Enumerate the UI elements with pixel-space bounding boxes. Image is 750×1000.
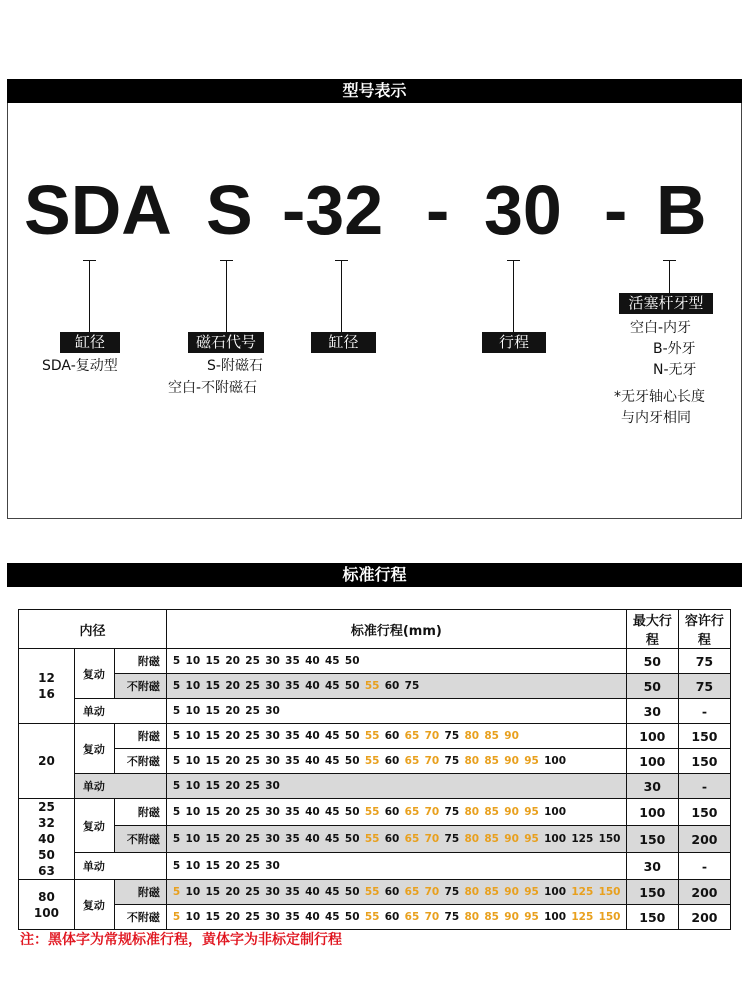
standard-stroke-value: 35: [285, 755, 300, 767]
desc-magnet-s: S-附磁石: [207, 358, 263, 374]
custom-stroke-value: 90: [504, 730, 519, 742]
allow-stroke-cell: 75: [678, 674, 730, 699]
code-rod-thread: B: [656, 171, 707, 249]
magnet-cell: 附磁: [115, 724, 167, 749]
standard-stroke-value: 100: [544, 833, 567, 845]
standard-stroke-value: 20: [225, 860, 240, 872]
allow-stroke-cell: 150: [678, 749, 730, 774]
desc-series: SDA-复动型: [42, 358, 118, 374]
allow-stroke-cell: 150: [678, 799, 730, 826]
standard-stroke-value: 150: [598, 833, 621, 845]
standard-stroke-value: 30: [265, 806, 280, 818]
custom-stroke-value: 90: [504, 806, 519, 818]
bore-value: 100: [33, 905, 59, 920]
code-magnet: S: [206, 171, 253, 249]
desc-magnet-blank: 空白-不附磁石: [168, 380, 258, 396]
magnet-cell: 附磁: [115, 880, 167, 905]
table-row: [19, 880, 731, 905]
table-row: [19, 649, 731, 674]
standard-stroke-value: 35: [285, 655, 300, 667]
standard-stroke-value: 30: [265, 755, 280, 767]
bore-value: 40: [38, 832, 55, 846]
custom-stroke-value: 85: [484, 755, 499, 767]
stroke-section-title: 标准行程: [7, 563, 742, 587]
stroke-values-cell: [166, 749, 626, 774]
tag-stroke: 行程: [482, 332, 546, 353]
standard-stroke-value: 15: [205, 780, 221, 792]
standard-stroke-value: 45: [324, 806, 340, 818]
standard-stroke-value: 100: [544, 755, 567, 767]
allow-stroke-cell: 200: [678, 905, 730, 930]
custom-stroke-value: 5: [172, 886, 181, 898]
standard-stroke-value: 15: [205, 911, 221, 923]
action-type-cell: 复动: [74, 799, 114, 853]
bore-value: 12: [38, 671, 55, 685]
standard-stroke-value: 100: [544, 806, 567, 818]
tag-rod-thread: 活塞杆牙型: [619, 293, 713, 314]
custom-stroke-value: 70: [424, 911, 440, 923]
stroke-values-cell: [166, 774, 626, 799]
standard-stroke-value: 15: [205, 806, 221, 818]
custom-stroke-value: 55: [364, 806, 380, 818]
standard-stroke-value: 25: [245, 886, 260, 898]
standard-stroke-value: 5: [172, 705, 181, 717]
custom-stroke-value: 70: [424, 886, 440, 898]
standard-stroke-value: 20: [225, 730, 240, 742]
stroke-values-cell: [166, 905, 626, 930]
custom-stroke-value: 5: [172, 911, 181, 923]
bore-value: 20: [38, 754, 55, 768]
standard-stroke-value: 125: [571, 833, 594, 845]
standard-stroke-value: 35: [285, 833, 300, 845]
standard-stroke-value: 30: [265, 886, 280, 898]
standard-stroke-value: 25: [245, 911, 260, 923]
tag-magnet-code: 磁石代号: [188, 332, 264, 353]
max-stroke-cell: 150: [626, 880, 678, 905]
table-row: [19, 724, 731, 749]
allow-stroke-cell: 75: [678, 649, 730, 674]
custom-stroke-value: 150: [598, 911, 621, 923]
custom-stroke-value: 150: [598, 886, 621, 898]
standard-stroke-value: 75: [444, 833, 460, 845]
code-stroke: 30: [484, 171, 562, 249]
table-row: [19, 699, 731, 724]
standard-stroke-value: 40: [305, 833, 320, 845]
callout-line-4: [513, 260, 514, 333]
bore-cell: [19, 799, 75, 880]
standard-stroke-value: 25: [245, 730, 260, 742]
legend-note: 注：黑体字为常规标准行程，黄体字为非标定制行程: [20, 932, 342, 948]
standard-stroke-value: 15: [205, 730, 221, 742]
custom-stroke-value: 95: [524, 806, 539, 818]
standard-stroke-value: 50: [344, 911, 360, 923]
custom-stroke-value: 55: [364, 886, 380, 898]
callout-line-3: [341, 260, 342, 333]
standard-stroke-value: 10: [185, 911, 201, 923]
callout-line-1: [89, 260, 90, 333]
stroke-values-cell: [166, 724, 626, 749]
desc-note-line2: 与内牙相同: [621, 410, 691, 426]
standard-stroke-value: 30: [265, 911, 280, 923]
action-type-cell: 单动: [74, 853, 166, 880]
header-max-stroke: 最大行程: [626, 610, 678, 649]
standard-stroke-value: 45: [324, 680, 340, 692]
magnet-cell: 不附磁: [115, 674, 167, 699]
custom-stroke-value: 85: [484, 806, 499, 818]
standard-stroke-value: 20: [225, 680, 240, 692]
custom-stroke-value: 65: [404, 911, 420, 923]
custom-stroke-value: 65: [404, 806, 420, 818]
standard-stroke-value: 35: [285, 806, 300, 818]
table-row: [19, 853, 731, 880]
stroke-values-cell: [166, 853, 626, 880]
standard-stroke-value: 30: [265, 730, 280, 742]
table-row: [19, 749, 731, 774]
header-bore: 内径: [19, 610, 167, 649]
table-row: [19, 905, 731, 930]
stroke-values-cell: [166, 699, 626, 724]
standard-stroke-value: 25: [245, 705, 260, 717]
code-bore: -32: [282, 171, 384, 249]
standard-stroke-value: 25: [245, 655, 260, 667]
standard-stroke-value: 75: [444, 886, 460, 898]
standard-stroke-value: 35: [285, 680, 300, 692]
standard-stroke-value: 10: [185, 705, 201, 717]
custom-stroke-value: 70: [424, 806, 440, 818]
standard-stroke-value: 35: [285, 911, 300, 923]
bore-value: 80: [38, 889, 55, 904]
magnet-cell: 不附磁: [115, 826, 167, 853]
magnet-cell: 附磁: [115, 649, 167, 674]
standard-stroke-value: 50: [344, 833, 360, 845]
standard-stroke-value: 40: [305, 886, 320, 898]
standard-stroke-value: 10: [185, 860, 201, 872]
magnet-cell: 不附磁: [115, 749, 167, 774]
magnet-cell: 不附磁: [115, 905, 167, 930]
bore-value: 32: [38, 816, 55, 830]
standard-stroke-value: 15: [205, 833, 221, 845]
action-type-cell: 单动: [74, 774, 166, 799]
standard-stroke-value: 45: [324, 833, 340, 845]
custom-stroke-value: 90: [504, 886, 519, 898]
standard-stroke-value: 30: [265, 860, 280, 872]
standard-stroke-value: 15: [205, 705, 221, 717]
callout-line-5: [669, 260, 670, 293]
standard-stroke-value: 40: [305, 755, 320, 767]
max-stroke-cell: 150: [626, 905, 678, 930]
standard-stroke-value: 60: [384, 833, 400, 845]
standard-stroke-value: 5: [172, 655, 181, 667]
standard-stroke-value: 15: [205, 655, 221, 667]
standard-stroke-value: 75: [444, 730, 460, 742]
standard-stroke-value: 10: [185, 780, 201, 792]
magnet-cell: 附磁: [115, 799, 167, 826]
standard-stroke-value: 60: [384, 806, 400, 818]
standard-stroke-value: 20: [225, 655, 240, 667]
custom-stroke-value: 80: [464, 730, 480, 742]
custom-stroke-value: 85: [484, 730, 499, 742]
standard-stroke-value: 40: [305, 680, 320, 692]
standard-stroke-value: 5: [172, 730, 181, 742]
standard-stroke-value: 15: [205, 886, 221, 898]
standard-stroke-value: 20: [225, 886, 240, 898]
custom-stroke-value: 80: [464, 806, 480, 818]
custom-stroke-value: 90: [504, 911, 519, 923]
standard-stroke-value: 30: [265, 680, 280, 692]
custom-stroke-value: 90: [504, 833, 519, 845]
tag-bore: 缸径: [311, 332, 376, 353]
max-stroke-cell: 100: [626, 799, 678, 826]
bore-value: 63: [38, 864, 55, 878]
standard-stroke-value: 5: [172, 833, 181, 845]
custom-stroke-value: 55: [364, 730, 380, 742]
standard-stroke-value: 10: [185, 886, 201, 898]
standard-stroke-value: 5: [172, 860, 181, 872]
custom-stroke-value: 55: [364, 911, 380, 923]
standard-stroke-value: 45: [324, 886, 340, 898]
custom-stroke-value: 65: [404, 833, 420, 845]
allow-stroke-cell: 150: [678, 724, 730, 749]
custom-stroke-value: 125: [571, 911, 594, 923]
custom-stroke-value: 55: [364, 833, 380, 845]
standard-stroke-value: 25: [245, 833, 260, 845]
desc-thread-inner: 空白-内牙: [630, 320, 692, 336]
bore-cell: [19, 880, 75, 930]
code-dash-1: -: [426, 171, 450, 249]
stroke-values-cell: [166, 674, 626, 699]
custom-stroke-value: 95: [524, 911, 539, 923]
custom-stroke-value: 80: [464, 886, 480, 898]
code-dash-2: -: [604, 171, 628, 249]
standard-stroke-value: 50: [344, 730, 360, 742]
standard-stroke-value: 30: [265, 833, 280, 845]
standard-stroke-value: 60: [384, 886, 400, 898]
bore-value: 50: [38, 848, 55, 862]
standard-stroke-value: 10: [185, 833, 201, 845]
standard-stroke-value: 15: [205, 680, 221, 692]
standard-stroke-value: 5: [172, 780, 181, 792]
custom-stroke-value: 65: [404, 730, 420, 742]
max-stroke-cell: 150: [626, 826, 678, 853]
custom-stroke-value: 80: [464, 833, 480, 845]
standard-stroke-value: 5: [172, 806, 181, 818]
standard-stroke-value: 75: [444, 806, 460, 818]
standard-stroke-value: 30: [265, 705, 280, 717]
table-row: [19, 799, 731, 826]
standard-stroke-value: 35: [285, 886, 300, 898]
standard-stroke-value: 25: [245, 806, 260, 818]
max-stroke-cell: 50: [626, 649, 678, 674]
allow-stroke-cell: -: [678, 853, 730, 880]
standard-stroke-value: 10: [185, 806, 201, 818]
callout-line-2: [226, 260, 227, 333]
standard-stroke-value: 30: [265, 655, 280, 667]
bore-value: 16: [38, 687, 55, 701]
custom-stroke-value: 80: [464, 911, 480, 923]
custom-stroke-value: 95: [524, 755, 539, 767]
standard-stroke-value: 60: [384, 755, 400, 767]
standard-stroke-value: 50: [344, 806, 360, 818]
standard-stroke-value: 20: [225, 705, 240, 717]
allow-stroke-cell: -: [678, 774, 730, 799]
allow-stroke-cell: -: [678, 699, 730, 724]
standard-stroke-value: 15: [205, 755, 221, 767]
standard-stroke-table: [18, 609, 731, 930]
standard-stroke-value: 25: [245, 680, 260, 692]
standard-stroke-value: 40: [305, 730, 320, 742]
standard-stroke-value: 45: [324, 655, 340, 667]
table-row: [19, 774, 731, 799]
max-stroke-cell: 30: [626, 853, 678, 880]
stroke-values-cell: [166, 826, 626, 853]
standard-stroke-value: 20: [225, 755, 240, 767]
standard-stroke-value: 45: [324, 911, 340, 923]
standard-stroke-value: 100: [544, 886, 567, 898]
action-type-cell: 复动: [74, 724, 114, 774]
custom-stroke-value: 80: [464, 755, 480, 767]
table-row: [19, 674, 731, 699]
max-stroke-cell: 30: [626, 699, 678, 724]
stroke-values-cell: [166, 880, 626, 905]
code-series: SDA: [24, 171, 172, 249]
standard-stroke-value: 75: [444, 911, 460, 923]
standard-stroke-value: 5: [172, 755, 181, 767]
custom-stroke-value: 70: [424, 755, 440, 767]
custom-stroke-value: 95: [524, 833, 539, 845]
custom-stroke-value: 95: [524, 886, 539, 898]
custom-stroke-value: 55: [364, 680, 380, 692]
standard-stroke-value: 5: [172, 680, 181, 692]
action-type-cell: 复动: [74, 880, 114, 930]
custom-stroke-value: 125: [571, 886, 594, 898]
table-row: [19, 826, 731, 853]
custom-stroke-value: 70: [424, 833, 440, 845]
standard-stroke-value: 10: [185, 730, 201, 742]
standard-stroke-value: 75: [444, 755, 460, 767]
standard-stroke-value: 75: [404, 680, 420, 692]
standard-stroke-value: 40: [305, 806, 320, 818]
desc-thread-outer: B-外牙: [653, 341, 696, 357]
stroke-values-cell: [166, 799, 626, 826]
tag-bore-series: 缸径: [60, 332, 120, 353]
header-strokes: 标准行程(mm): [166, 610, 626, 649]
standard-stroke-value: 50: [344, 655, 360, 667]
max-stroke-cell: 30: [626, 774, 678, 799]
standard-stroke-value: 45: [324, 755, 340, 767]
standard-stroke-value: 15: [205, 860, 221, 872]
max-stroke-cell: 50: [626, 674, 678, 699]
action-type-cell: 复动: [74, 649, 114, 699]
standard-stroke-value: 45: [324, 730, 340, 742]
bore-cell: [19, 649, 75, 724]
standard-stroke-value: 50: [344, 755, 360, 767]
bore-cell: [19, 724, 75, 799]
desc-note-line1: *无牙轴心长度: [614, 389, 705, 405]
standard-stroke-value: 20: [225, 806, 240, 818]
max-stroke-cell: 100: [626, 724, 678, 749]
standard-stroke-value: 35: [285, 730, 300, 742]
desc-thread-none: N-无牙: [653, 362, 697, 378]
standard-stroke-value: 25: [245, 755, 260, 767]
custom-stroke-value: 85: [484, 833, 499, 845]
action-type-cell: 单动: [74, 699, 166, 724]
model-section-title: 型号表示: [7, 79, 742, 103]
custom-stroke-value: 85: [484, 886, 499, 898]
standard-stroke-value: 40: [305, 911, 320, 923]
standard-stroke-value: 60: [384, 730, 400, 742]
custom-stroke-value: 85: [484, 911, 499, 923]
standard-stroke-value: 25: [245, 780, 260, 792]
header-allow-stroke: 容许行程: [678, 610, 730, 649]
custom-stroke-value: 65: [404, 755, 420, 767]
standard-stroke-value: 10: [185, 680, 201, 692]
allow-stroke-cell: 200: [678, 880, 730, 905]
table-header-row: [19, 610, 731, 649]
standard-stroke-value: 20: [225, 911, 240, 923]
standard-stroke-value: 30: [265, 780, 280, 792]
custom-stroke-value: 90: [504, 755, 519, 767]
standard-stroke-value: 40: [305, 655, 320, 667]
max-stroke-cell: 100: [626, 749, 678, 774]
standard-stroke-value: 25: [245, 860, 260, 872]
standard-stroke-value: 100: [544, 911, 567, 923]
custom-stroke-value: 70: [424, 730, 440, 742]
custom-stroke-value: 65: [404, 886, 420, 898]
stroke-values-cell: [166, 649, 626, 674]
bore-value: 25: [38, 800, 55, 814]
standard-stroke-value: 20: [225, 833, 240, 845]
standard-stroke-value: 50: [344, 886, 360, 898]
standard-stroke-value: 20: [225, 780, 240, 792]
standard-stroke-value: 10: [185, 655, 201, 667]
standard-stroke-value: 60: [384, 911, 400, 923]
standard-stroke-value: 10: [185, 755, 201, 767]
allow-stroke-cell: 200: [678, 826, 730, 853]
standard-stroke-value: 50: [344, 680, 360, 692]
standard-stroke-value: 60: [384, 680, 400, 692]
custom-stroke-value: 55: [364, 755, 380, 767]
